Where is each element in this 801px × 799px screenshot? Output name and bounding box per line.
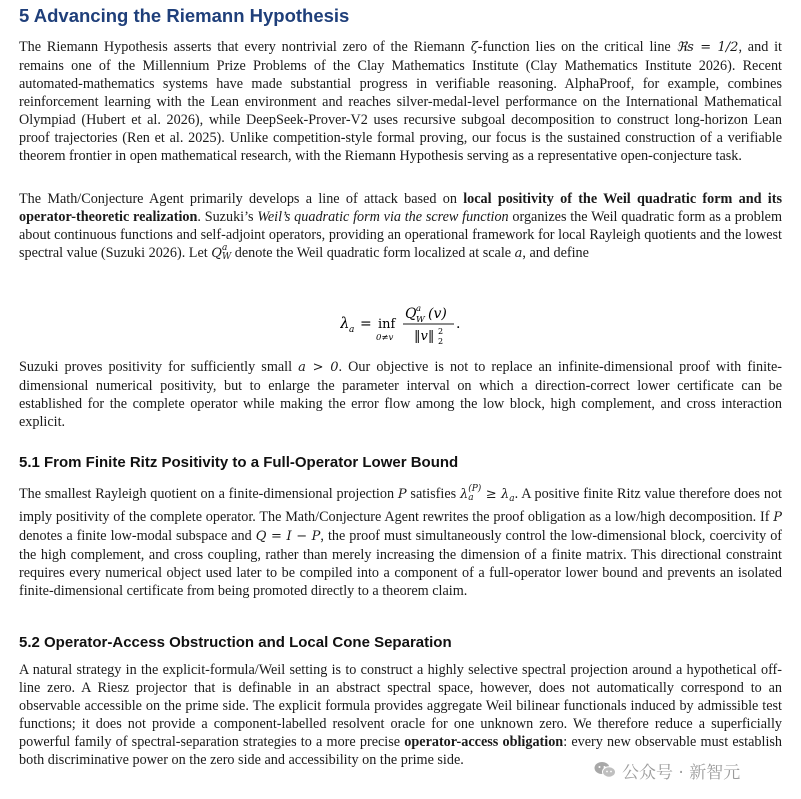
bold-phrase: local positivity of the Weil quadratic form and its operator-theoretic realization	[19, 191, 782, 225]
eq-lambda: λ	[340, 314, 350, 332]
lambda-definition-equation	[340, 300, 480, 346]
eq-equals: =	[360, 316, 372, 332]
eq-num-q: Q	[405, 306, 417, 322]
paragraph-objective: Suzuki proves positivity for sufficiently small a > 0. Our objective is not to replace an infinite-dimensional proof with finite-dimensional numerical positivity, but to enlarge the parameter interval on which a direction-correct lower certificate can be established for the complete operator while making the error flow among the low block, high complement, and cross interaction explicit.	[19, 359, 783, 430]
critical-line-math: ℜs = 1/2	[676, 40, 739, 55]
ritz-lambda: λ	[459, 487, 469, 502]
eq-den-sub: 2	[438, 337, 444, 346]
scale-symbol: a	[514, 246, 523, 261]
eq-inf-sub: 0≠v	[376, 333, 394, 343]
subsection-title-5-1: 5.1 From Finite Ritz Positivity to a Full-Operator Lower Bound	[19, 454, 459, 471]
wechat-icon	[594, 761, 616, 779]
eq-denominator: ‖v‖	[414, 329, 435, 344]
eq-num-sub: W	[416, 315, 425, 325]
eq-period: .	[456, 316, 461, 332]
section-number: 5	[19, 5, 30, 26]
complement-definition: Q = I − P	[255, 529, 321, 544]
eq-num-arg: (v)	[428, 306, 447, 322]
weil-form-symbol: Q	[211, 246, 222, 261]
eq-num-sup: a	[416, 304, 422, 314]
positivity-condition: a > 0	[298, 360, 339, 375]
watermark-text: 公众号 · 新智元	[622, 762, 741, 783]
watermark	[594, 758, 740, 782]
eq-den-sup: 2	[438, 327, 444, 336]
projection-symbol: P	[397, 487, 407, 502]
paragraph-intro: The Riemann Hypothesis asserts that every nontrivial zero of the Riemann ζ-function lies on the critical line ℜs = 1/2, and it remains one of the Millennium Prize Problems of the Clay Mathematics Institute (Clay Mathematics Institute 2026). Recent automated-mathematics systems have made substantial progress in verifiable reasoning. AlphaProof, for example, combines reinforcement learning with the Lean environment and reaches silver-medal-level performance on the International Mathematical Olympiad (Hubert et al. 2026), while DeepSeek-Prover-V2 uses recursive subgoal decomposition to construct long-horizon Lean proof trajectories (Ren et al. 2025). Unlike competition-style formal proving, our focus is the sustained construction of a verifiable theorem frontier in open mathematical research, with the Riemann Hypothesis serving as a representative open-conjecture task.	[19, 39, 782, 164]
paragraph-ritz: The smallest Rayleigh quotient on a finite-dimensional projection P satisfies λ (P) a ≥ $\lambda_a$. A positive finite Ritz value therefore does not imply positivity of the complete operator. The Math/Conjecture Agent rewrites the proof obligation as a low/high decomposition. If P denotes a finite low-modal subspace and Q = I − P, the proof must simultaneously control the low-dimensional block, coercivity of the high complement, and cross coupling, rather than merely increasing the dimension of a finite matrix. This directional constraint requires every numerical object used later to be compiled into a component of a full-operator lower bound and prevents an isolated finite-dimensional certificate from being promoted directly to a theorem claim.	[19, 484, 783, 599]
paragraph-approach: The Math/Conjecture Agent primarily develops a line of attack based on local positivity of the Weil quadratic form and its operator-theoretic realization. Suzuki’s Weil’s quadratic form via the screw function organizes the Weil quadratic form as a problem about continuous functions and self-adjoint operators, providing an operational framework for local Rayleigh quotients and the lowest spectral value (Suzuki 2026). Let Q a W denote the Weil quadratic form localized at scale a, and define	[19, 191, 782, 262]
eq-lambda-sub: a	[349, 325, 355, 335]
paragraph-operator-access: A natural strategy in the explicit-formula/Weil setting is to construct a highly selective spectral projection around a hypothetical off-line zero. A Riesz projector that is definable in an abstract spectral space, however, does not automatically correspond to an observable accessible on the prime side. The explicit formula provides aggregate Weil bilinear functionals induced by admissible test functions; it does not provide a component-labelled resolvent oracle for one unknown zero. We therefore reduce a superficially powerful family of spectral-separation strategies to a more precise operator-access obligation: every new observable must establish both discriminative power on the zero side and accessibility on the prime side.	[19, 662, 782, 768]
section-title-text: Advancing the Riemann Hypothesis	[33, 5, 350, 26]
eq-inf: inf	[378, 317, 396, 332]
italic-title: Weil’s quadratic form via the screw function	[257, 209, 509, 225]
section-title	[19, 5, 349, 27]
subsection-title-5-2: 5.2 Operator-Access Obstruction and Local Cone Separation	[19, 634, 452, 651]
zeta-symbol: ζ	[470, 40, 478, 55]
bold-obligation: operator-access obligation	[404, 734, 564, 750]
